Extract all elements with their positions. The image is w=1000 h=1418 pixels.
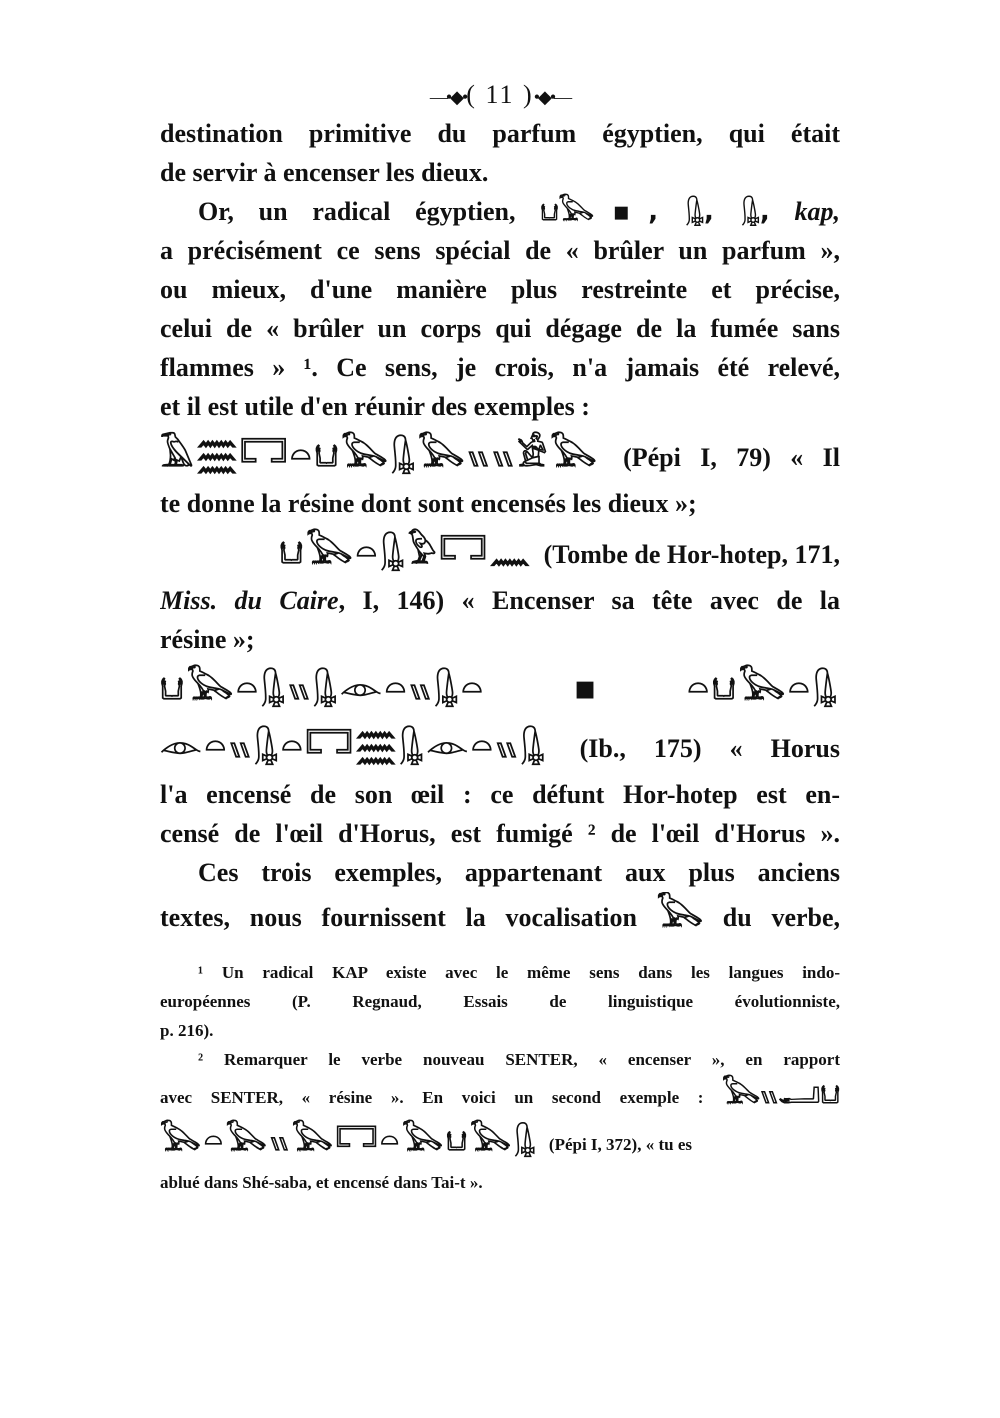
example-translation: résine »; [160, 625, 255, 654]
text-line: et il est utile d'en réunir des exemples : [160, 392, 590, 421]
header-ornament-right: •◆•— [533, 87, 571, 107]
hieroglyph-example-3b [160, 717, 840, 775]
example-translation: l'a encensé de son œil : ce défunt Hor-hotep est en- [160, 780, 840, 809]
footnote-2-line: ² Remarquer le verbe nouveau SENTER, « encenser », en rapport [198, 1050, 840, 1069]
example-translation: censé de l'œil d'Horus, est fumigé ² de l'œil d'Horus ». [160, 819, 840, 848]
page-number: 11 [485, 80, 515, 109]
hieroglyph-group: 𓂓𓅂𓏏𓊮𓅱𓉐𓈖 [279, 532, 534, 572]
hieroglyph-example-3a [160, 659, 840, 717]
text-line: Ces trois exemples, appartenant aux plus anciens [198, 858, 840, 887]
hieroglyph-example-1 [160, 426, 840, 484]
text-line: celui de « brûler un corps qui dégage de la fumée sans [160, 314, 840, 343]
text-line: ou mieux, d'une manière plus restreinte et précise, [160, 275, 840, 304]
example-translation: te donne la résine dont sont encensés les dieux »; [160, 489, 697, 518]
hieroglyph-example-2 [160, 523, 840, 581]
page [160, 80, 840, 1197]
text-line: flammes » ¹. Ce sens, je crois, n'a jamais été relevé, [160, 353, 840, 382]
hieroglyph-group: 𓂓𓅂𓏏𓊮𓏭𓊮𓁹𓏏𓏭𓊮𓏏▪𓏏𓂓𓅂𓏏𓊮 [160, 668, 840, 708]
hieroglyph-group: 𓅂𓏭𓂝𓂓 [722, 1077, 840, 1110]
footnote-1-line: ¹ Un radical KAP existe avec le même sens dans les langues indo- [198, 963, 840, 982]
footnote-2-line: avec SENTER, « résine ». En voici un second exemple : 𓅂𓏭𓂝𓂓 [160, 1077, 840, 1110]
text-line-kap: Or, un radical égyptien, 𓂓𓅂▪, 𓊮, 𓊮, kap, [198, 197, 840, 227]
footnote-separator [160, 938, 840, 958]
example-reference: (Pépi I, 79) « Il [623, 443, 840, 472]
example-reference-line: Miss. du Caire, I, 146) « Encenser sa tête avec de la [160, 586, 840, 615]
text-line: a précisément ce sens spécial de « brûler un parfum », [160, 236, 840, 265]
footnote-1-line: p. 216). [160, 1021, 214, 1040]
page-header: —•◆•( 11 )•◆•— [429, 80, 571, 109]
text-line: destination primitive du parfum égyptien, qui était [160, 119, 840, 148]
text-line: de servir à encenser les dieux. [160, 158, 489, 187]
header-ornament-left: —•◆• [429, 87, 467, 107]
example-reference: (Tombe de Hor-hotep, 171, [543, 540, 840, 569]
hieroglyph-group: 𓁹𓏏𓏭𓊮𓏏𓉐𓈗𓊮𓁹𓏏𓏭𓊮 [160, 726, 548, 766]
hieroglyph-bird: 𓅂 [656, 895, 704, 935]
hieroglyph-group: 𓂓𓅂▪, 𓊮, 𓊮, [540, 197, 770, 227]
footnote-reference: (Pépi I, 372), « tu es [548, 1135, 692, 1154]
text-line-conclusion: textes, nous fournissent la vocalisation 𓅂 du verbe, [160, 895, 840, 935]
footnote-1-line: européennes (P. Regnaud, Essais de linguistique évolutionniste, [160, 992, 840, 1011]
transliteration-kap: kap, [794, 197, 840, 226]
hieroglyph-group: 𓅂𓏏𓅂𓏭𓅂𓉐𓏏𓅂𓂓𓅂𓊮 [160, 1123, 539, 1158]
hieroglyph-group: 𓄿𓈗𓉐𓏏𓂓𓅂𓊮𓅂𓏭𓏭𓀀𓅂 [160, 435, 600, 475]
journal-title: Miss. du Caire [160, 586, 339, 615]
footnote-2-hieroglyphs [160, 1114, 840, 1168]
footnote-2-line: ablué dans Shé-saba, et encensé dans Tai-t ». [160, 1173, 483, 1192]
example-reference: (Ib., 175) « Horus [579, 734, 840, 763]
